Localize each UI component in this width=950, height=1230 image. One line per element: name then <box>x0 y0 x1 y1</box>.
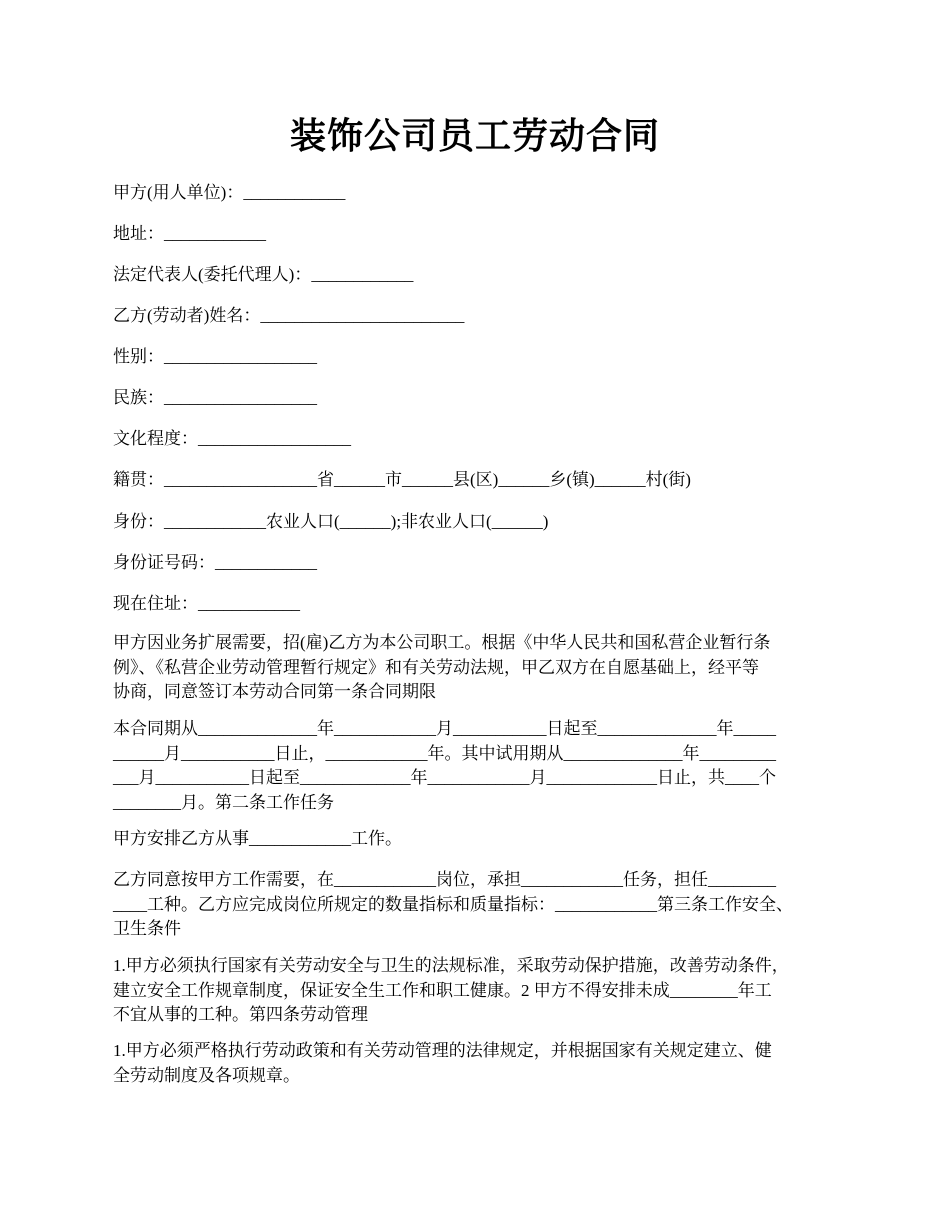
field-legal-representative: 法定代表人(委托代理人)：____________ <box>113 265 414 284</box>
paragraph-work-task <box>113 827 853 852</box>
paragraph-line: 1.甲方必须执行国家有关劳动安全与卫生的法规标准，采取劳动保护措施，改善劳动条件， <box>113 956 789 975</box>
field-gender: 性别：__________________ <box>113 347 317 366</box>
paragraph-line: 不宜从事的工种。第四条劳动管理 <box>113 1005 368 1024</box>
paragraph-line: ____工种。乙方应完成岗位所规定的数量指标和质量指标：____________第三条工作安全、 <box>113 894 793 914</box>
paragraph-contract-term <box>113 717 853 815</box>
paragraph-line: ___月___________日起至_____________年____________月_____________日止，共____个 <box>113 768 776 787</box>
paragraph-line: ______月___________日止，____________年。其中试用期从______________年_________ <box>113 743 776 763</box>
field-native-place: 籍贯：__________________省______市______县(区)______乡(镇)______村(街) <box>113 470 691 489</box>
field-party-a: 甲方(用人单位)：____________ <box>113 183 346 202</box>
paragraph-line: 乙方同意按甲方工作需要，在____________岗位，承担____________任务，担任________ <box>113 870 776 889</box>
paragraph-line: 1.甲方必须严格执行劳动政策和有关劳动管理的法律规定，并根据国家有关规定建立、健 <box>113 1041 772 1060</box>
paragraph-safety-conditions <box>113 954 853 1028</box>
paragraph-preamble <box>113 631 853 705</box>
paragraph-job-position <box>113 868 853 942</box>
field-education: 文化程度：__________________ <box>113 429 351 448</box>
paragraph-line: 建立安全工作规章制度，保证安全生工作和职工健康。2 甲方不得安排未成________年工 <box>113 980 772 1000</box>
paragraph-line: 协商，同意签订本劳动合同第一条合同期限 <box>113 682 436 701</box>
field-ethnicity: 民族：__________________ <box>113 388 317 407</box>
paragraph-line: 本合同期从______________年____________月___________日起至______________年_____ <box>113 719 776 738</box>
field-party-b-name: 乙方(劳动者)姓名：________________________ <box>113 306 465 325</box>
paragraph-line: 甲方因业务扩展需要，招(雇)乙方为本公司职工。根据《中华人民共和国私营企业暂行条 <box>113 633 771 652</box>
field-id-number: 身份证号码：____________ <box>113 553 317 572</box>
field-address: 地址：____________ <box>113 224 266 243</box>
paragraph-line: ________月。第二条工作任务 <box>113 792 334 812</box>
field-current-address: 现在住址：____________ <box>113 594 300 613</box>
paragraph-line: 全劳动制度及各项规章。 <box>113 1065 300 1085</box>
paragraph-line: 例》、《私营企业劳动管理暂行规定》和有关劳动法规，甲乙双方在自愿基础上，经平等 <box>113 657 759 677</box>
paragraph-line: 卫生条件 <box>113 919 181 938</box>
document-title: 装饰公司员工劳动合同 <box>289 116 660 156</box>
paragraph-line: 甲方安排乙方从事____________工作。 <box>113 829 402 848</box>
paragraph-labor-management <box>113 1039 853 1088</box>
field-identity: 身份：____________农业人口(______);非农业人口(______) <box>113 512 549 531</box>
